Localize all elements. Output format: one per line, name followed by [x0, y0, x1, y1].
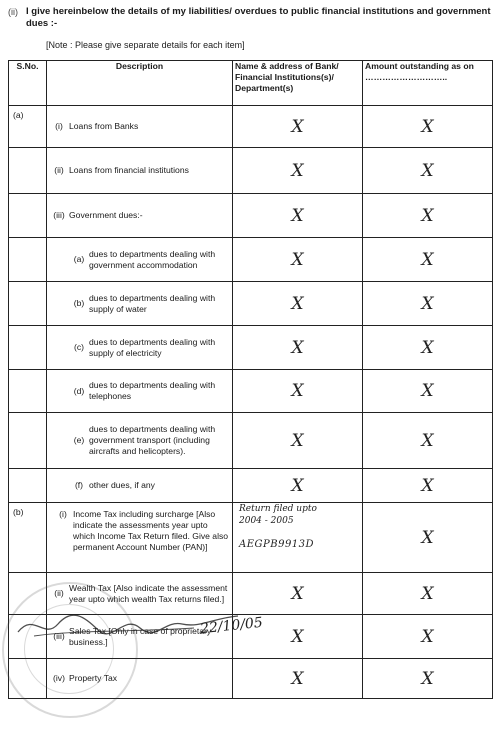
cross-mark: X: [421, 668, 434, 689]
row-description: other dues, if any: [89, 480, 155, 490]
bank-cell: [233, 326, 363, 370]
cross-mark: X: [421, 527, 434, 548]
description-cell: [47, 413, 233, 469]
description-cell: [47, 238, 233, 282]
cross-mark: X: [291, 249, 304, 270]
row-description: dues to departments dealing with supply of water: [89, 292, 216, 314]
amount-cell: [363, 148, 493, 194]
amount-cell: [363, 326, 493, 370]
description-cell: [47, 326, 233, 370]
amount-cell: [363, 659, 493, 699]
cross-mark: X: [291, 626, 304, 647]
table-row: [9, 370, 493, 413]
amount-cell: [363, 370, 493, 413]
row-sub-letter: (f): [74, 480, 84, 490]
table-row: [9, 148, 493, 194]
cross-mark: X: [421, 381, 434, 401]
description-cell: [47, 106, 233, 148]
cross-mark: X: [421, 475, 434, 496]
amount-cell: [363, 413, 493, 469]
amount-cell: [363, 503, 493, 573]
sno-cell: [9, 413, 47, 469]
sno-cell: [9, 370, 47, 413]
sno-cell: [9, 238, 47, 282]
row-description: Wealth Tax [Also indicate the assessment year upto which wealth Tax returns filed.]: [69, 582, 228, 604]
sno-cell: [9, 148, 47, 194]
handwritten-pan: AEGPB9913D: [239, 539, 315, 550]
amount-cell: [363, 573, 493, 615]
sno-cell: (b): [9, 503, 47, 573]
item-number-mark: (ii): [8, 7, 18, 17]
row-sub-letter: (d): [73, 385, 85, 396]
amount-cell: [363, 106, 493, 148]
row-description: dues to departments dealing with supply of electricity: [89, 336, 216, 358]
cross-mark: X: [291, 337, 304, 358]
cross-mark: X: [291, 430, 304, 451]
bank-cell: [233, 413, 363, 469]
row-description: Loans from Banks: [69, 121, 139, 131]
bank-cell: [233, 194, 363, 238]
row-number: (i): [59, 509, 67, 519]
table-row: [9, 469, 493, 503]
cross-mark: X: [421, 337, 434, 358]
declaration-header: [8, 6, 496, 30]
row-sub-letter: (b): [73, 298, 85, 308]
row-description: Property Tax: [69, 673, 118, 683]
cross-mark: X: [421, 249, 434, 270]
table-row: [9, 238, 493, 282]
sno-cell: (a): [9, 106, 47, 148]
table-row: [9, 503, 493, 573]
signature-date: 22/10/05: [199, 614, 264, 638]
amount-cell: [363, 615, 493, 659]
amount-cell: [363, 282, 493, 326]
description-cell: [47, 503, 233, 573]
row-number: (ii): [54, 165, 64, 175]
cross-mark: X: [421, 626, 434, 647]
table-row: [9, 106, 493, 148]
cross-mark: X: [421, 205, 434, 226]
cross-mark: X: [291, 583, 304, 604]
column-header-sno: S.No.: [9, 61, 47, 106]
row-description: Government dues:-: [69, 210, 143, 220]
row-description: dues to departments dealing with telephones: [89, 380, 216, 401]
description-cell: [47, 370, 233, 413]
amount-cell: [363, 238, 493, 282]
row-sub-letter: (e): [73, 435, 85, 445]
official-seal-stamp: [2, 582, 138, 718]
row-description: dues to departments dealing with government transport (including aircrafts and helicopters).: [89, 424, 216, 456]
row-description: Sales Tax [Only in case of proprietary business.]: [69, 625, 212, 647]
cross-mark: X: [291, 160, 304, 181]
row-sub-letter: (c): [73, 342, 85, 352]
table-row: [9, 194, 493, 238]
column-header-description: Description: [47, 61, 233, 106]
column-header-amount: Amount outstanding as on ………………………..: [363, 61, 493, 106]
bank-cell: [233, 573, 363, 615]
bank-cell: [233, 106, 363, 148]
table-row: [9, 326, 493, 370]
description-cell: [47, 148, 233, 194]
cross-mark: X: [291, 293, 304, 314]
amount-cell: [363, 469, 493, 503]
table-row: [9, 282, 493, 326]
row-number: (i): [55, 121, 63, 131]
column-header-bank: Name & address of Bank/ Financial Institutions(s)/ Department(s): [233, 61, 363, 106]
bank-cell: [233, 659, 363, 699]
row-number: (iv): [53, 673, 65, 683]
row-number: (iii): [53, 631, 65, 641]
amount-cell: [363, 194, 493, 238]
cross-mark: X: [421, 293, 434, 314]
row-number: (ii): [54, 588, 64, 598]
row-sub-letter: (a): [73, 254, 85, 264]
row-description: dues to departments dealing with government accommodation: [89, 248, 216, 270]
bank-cell: [233, 503, 363, 573]
bank-cell: [233, 469, 363, 503]
cross-mark: X: [291, 668, 304, 689]
sno-cell: [9, 282, 47, 326]
description-cell: [47, 469, 233, 503]
handwritten-assessment-year: 2004 - 2005: [239, 516, 294, 526]
description-cell: [47, 282, 233, 326]
cross-mark: X: [291, 116, 304, 137]
cross-mark: X: [421, 116, 434, 137]
bank-cell: [233, 148, 363, 194]
bank-cell: [233, 282, 363, 326]
declaration-title: I give hereinbelow the details of my liabilities/ overdues to public financial institutions and government dues :-: [26, 6, 491, 29]
cross-mark: X: [421, 430, 434, 451]
cross-mark: X: [291, 205, 304, 226]
table-header-row: [9, 61, 493, 106]
cross-mark: X: [291, 475, 304, 496]
sno-cell: [9, 469, 47, 503]
declaration-note: [Note : Please give separate details for each item]: [46, 40, 245, 50]
cross-mark: X: [421, 583, 434, 604]
row-description: Income Tax including surcharge [Also indicate the assessments year upto which Income Tax Return filed. Give also permanent Account Number (PAN)]: [73, 509, 229, 552]
bank-cell: [233, 238, 363, 282]
handwritten-return-note: Return filed upto: [239, 504, 317, 514]
sno-cell: [9, 326, 47, 370]
cross-mark: X: [421, 160, 434, 181]
bank-cell: [233, 370, 363, 413]
sno-cell: [9, 194, 47, 238]
row-number: (iii): [53, 210, 65, 220]
table-row: [9, 413, 493, 469]
description-cell: [47, 194, 233, 238]
cross-mark: X: [291, 381, 304, 401]
row-description: Loans from financial institutions: [69, 165, 189, 175]
